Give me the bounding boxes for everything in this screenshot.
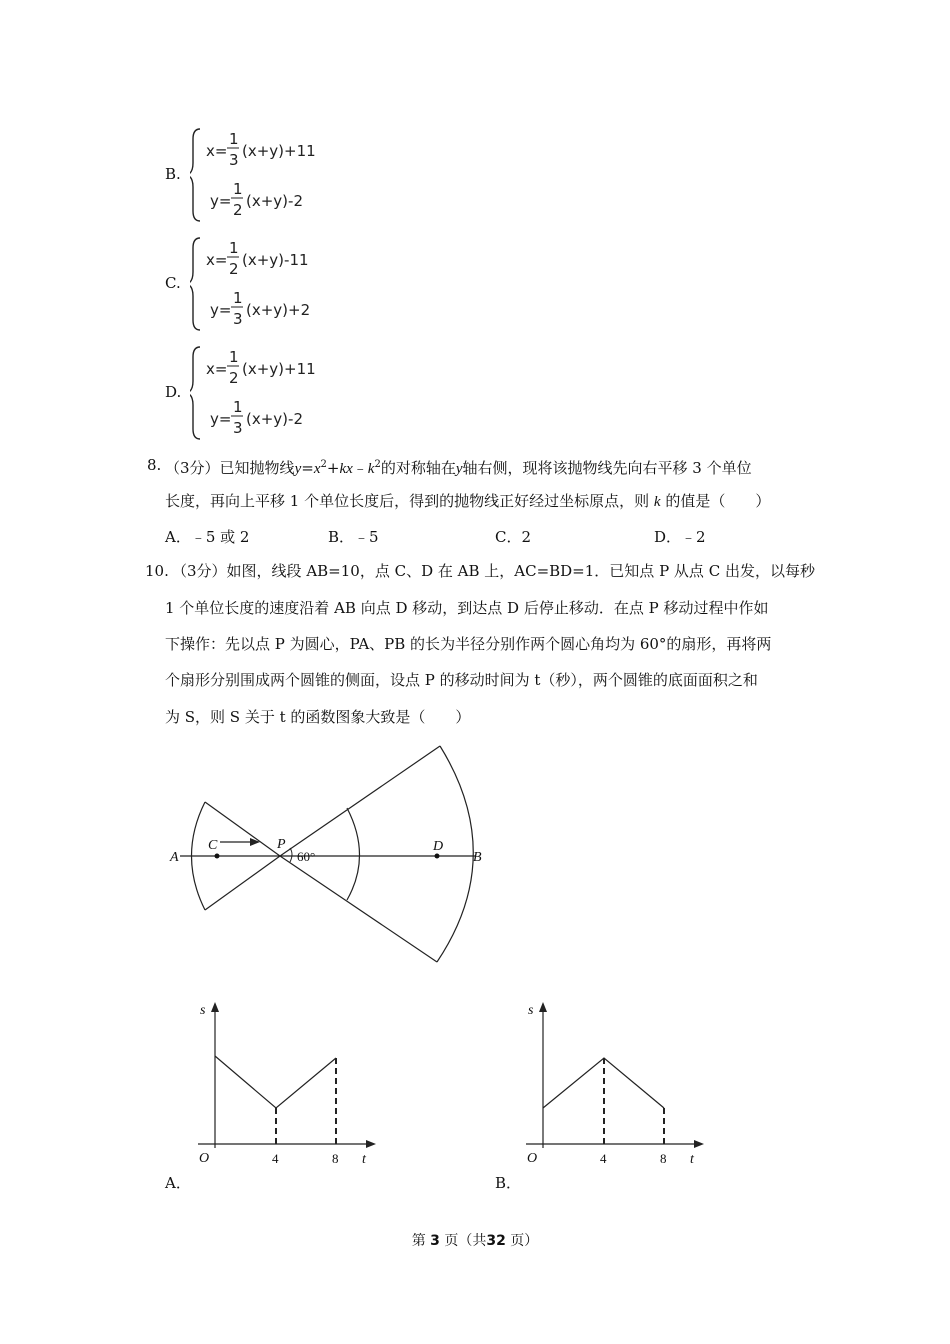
small-sector-edge xyxy=(205,856,280,910)
svg-text:1: 1 xyxy=(233,180,243,198)
question-text-line: 为 S，则 S 关于 t 的函数图象大致是（ ） xyxy=(165,708,471,726)
option-letter: D. xyxy=(165,383,182,401)
svg-text:B: B xyxy=(473,850,482,865)
svg-text:P: P xyxy=(277,837,286,852)
question-text-line: 1 个单位长度的速度沿着 AB 向点 D 移动，到达点 D 后停止移动．在点 P 移动过程中作如 xyxy=(165,599,769,617)
svg-text:(x+y)-2: (x+y)-2 xyxy=(246,192,303,210)
choice-a: A．﹣5 或 2 xyxy=(165,528,250,546)
svg-text:D: D xyxy=(433,839,444,854)
svg-text:8: 8 xyxy=(660,1151,667,1166)
equation-system xyxy=(190,125,350,225)
svg-text:3: 3 xyxy=(233,419,243,437)
svg-text:2: 2 xyxy=(229,260,239,278)
equation-system xyxy=(190,343,350,443)
page-footer: 第 3 页（共32 页） xyxy=(411,1233,539,1249)
option-letter: B. xyxy=(165,165,181,183)
graph-curve xyxy=(215,1056,336,1108)
svg-text:x=: x= xyxy=(206,360,228,378)
svg-text:O: O xyxy=(199,1151,210,1166)
question-text-line: （3分）已知抛物线$y=x^2+kx﹣k^2$的对称轴在y轴右侧，现将该抛物线先向右平移 3 个单位 xyxy=(165,459,752,477)
svg-text:C: C xyxy=(208,838,218,853)
svg-text:1: 1 xyxy=(229,130,239,148)
option-letter: A． xyxy=(165,1174,191,1192)
question-text-line: （3分）如图，线段 AB=10，点 C、D 在 AB 上，AC=BD=1．已知点 P 从点 C 出发，以每秒 xyxy=(172,562,815,580)
svg-text:(x+y)-2: (x+y)-2 xyxy=(246,410,303,428)
point-d xyxy=(435,854,440,859)
svg-text:y=: y= xyxy=(210,410,232,428)
svg-text:s: s xyxy=(528,1003,534,1018)
option-letter: B． xyxy=(495,1174,522,1192)
svg-text:4: 4 xyxy=(272,1151,279,1166)
svg-text:O: O xyxy=(527,1151,538,1166)
choice-b: B．﹣5 xyxy=(328,528,379,546)
function-graph xyxy=(190,998,390,1173)
svg-text:(x+y)+11: (x+y)+11 xyxy=(242,142,316,160)
svg-text:A: A xyxy=(170,850,179,865)
choice-d: D．﹣2 xyxy=(654,528,706,546)
svg-text:4: 4 xyxy=(600,1151,607,1166)
svg-text:t: t xyxy=(362,1152,366,1167)
svg-text:1: 1 xyxy=(233,398,243,416)
svg-text:2: 2 xyxy=(233,201,243,219)
svg-text:(x+y)+11: (x+y)+11 xyxy=(242,360,316,378)
svg-text:y=: y= xyxy=(210,192,232,210)
svg-text:y=: y= xyxy=(210,301,232,319)
inner-arc xyxy=(347,808,360,900)
question-number: 10. xyxy=(145,562,169,580)
function-graph xyxy=(518,998,718,1173)
question-text-line: 下操作：先以点 P 为圆心，PA、PB 的长为半径分别作两个圆心角均为 60°的扇形，再将两 xyxy=(165,635,772,653)
large-sector-arc xyxy=(437,746,473,962)
svg-text:60°: 60° xyxy=(297,849,316,864)
sector-figure xyxy=(160,740,500,970)
svg-text:8: 8 xyxy=(332,1151,339,1166)
large-sector-edge xyxy=(280,746,440,856)
svg-text:3: 3 xyxy=(229,151,239,169)
equation-system xyxy=(190,234,350,334)
svg-text:x=: x= xyxy=(206,142,228,160)
svg-text:t: t xyxy=(690,1152,694,1167)
svg-text:(x+y)-11: (x+y)-11 xyxy=(242,251,309,269)
large-sector-edge xyxy=(280,856,437,962)
svg-text:1: 1 xyxy=(233,289,243,307)
question-text-line: 个扇形分别围成两个圆锥的侧面，设点 P 的移动时间为 t（秒），两个圆锥的底面面积之和 xyxy=(165,671,758,689)
question-text-line: 长度，再向上平移 1 个单位长度后，得到的抛物线正好经过坐标原点，则 k 的值是（ ） xyxy=(165,492,771,510)
svg-text:1: 1 xyxy=(229,239,239,257)
svg-text:x=: x= xyxy=(206,251,228,269)
option-letter: C. xyxy=(165,274,181,292)
choice-c: C．2 xyxy=(495,528,532,546)
svg-text:2: 2 xyxy=(229,369,239,387)
point-c xyxy=(215,854,220,859)
svg-text:(x+y)+2: (x+y)+2 xyxy=(246,301,311,319)
svg-text:s: s xyxy=(200,1003,206,1018)
question-number: 8. xyxy=(147,456,162,474)
svg-text:1: 1 xyxy=(229,348,239,366)
svg-text:3: 3 xyxy=(233,310,243,328)
